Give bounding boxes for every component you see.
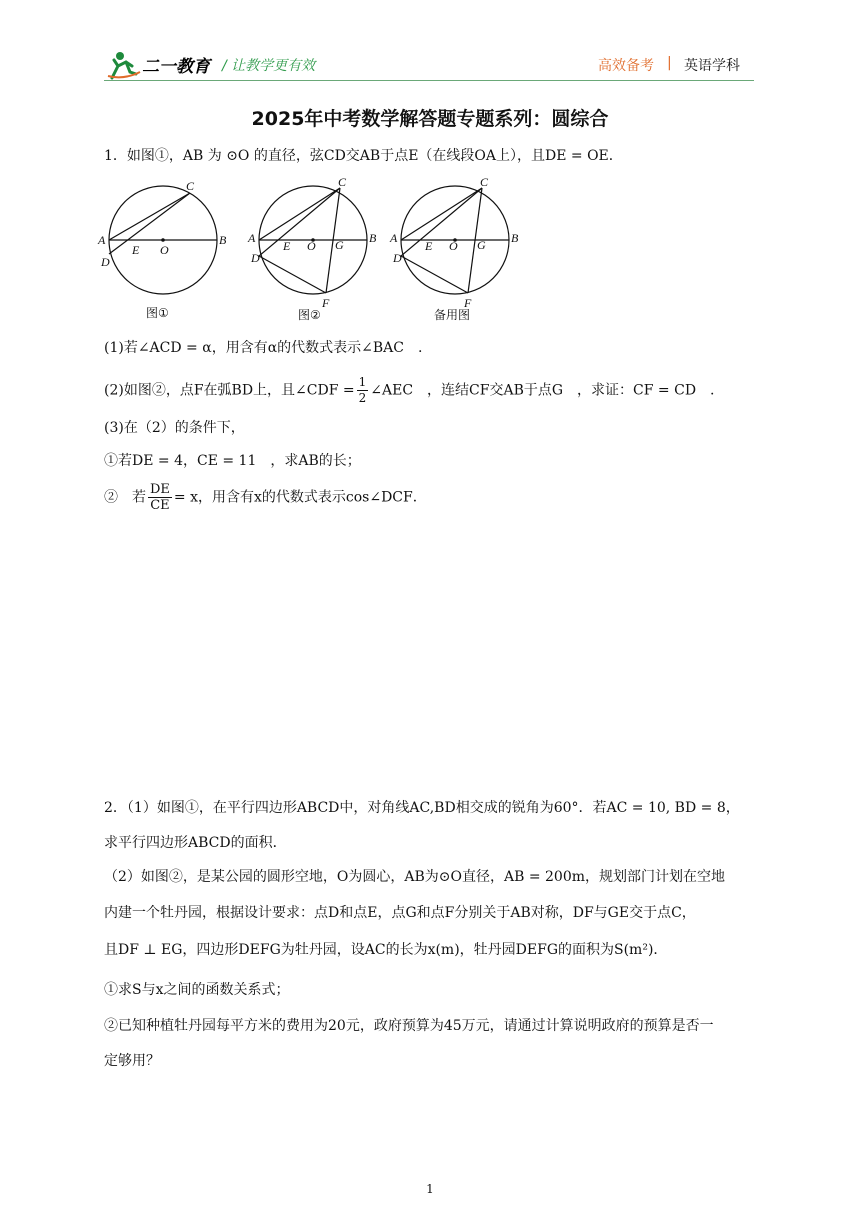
fig2-label-d: D — [251, 251, 260, 265]
fraction-denominator: 2 — [358, 391, 367, 405]
fig3-label-g: G — [477, 238, 486, 252]
fig1-label-b: B — [219, 233, 227, 247]
q1-part3: (3)在（2）的条件下， — [104, 420, 245, 436]
fig3-label-o: O — [449, 239, 458, 253]
q1-figures — [96, 176, 536, 326]
q2-line5: 且DF ⊥ EG，四边形DEFG为牡丹园，设AC的长为x(m)，牡丹园DEFG的面积为S(m²)． — [104, 942, 668, 958]
q2-line4: 内建一个牡丹园，根据设计要求：点D和点E，点G和点F分别关于AB对称，DF与GE交于点C， — [104, 905, 696, 921]
fig2-label-a: A — [248, 231, 256, 245]
runner-icon — [104, 48, 216, 82]
fig3-label-e: E — [425, 239, 433, 253]
page-title: 2025年中考数学解答题专题系列：圆综合 — [251, 108, 609, 130]
brand-logo — [104, 48, 216, 82]
fig1-label-a: A — [98, 233, 106, 247]
fig1-caption: 图① — [146, 306, 169, 320]
q1-part2-text-b: ∠AEC ，连结CF交AB于点G ，求证：CF = CD . — [370, 382, 715, 399]
fig1-label-e: E — [132, 243, 140, 257]
header-separator: | — [667, 55, 672, 71]
fig2-label-g: G — [335, 238, 344, 252]
q1-part3-2 — [104, 482, 427, 513]
header-tag-exam: 高效备考 — [598, 58, 654, 74]
q1-stem: 1．如图①，AB 为 ⊙O 的直径，弦CD交AB于点E（在线段OA上），且DE = OE． — [104, 148, 623, 164]
logo-text: 二一教育 — [142, 57, 210, 77]
figure-backup — [389, 176, 519, 322]
q1-part3-2-text-a: ② 若 — [104, 489, 146, 506]
fig2-caption: 图② — [298, 308, 321, 322]
q1-part2 — [104, 375, 715, 406]
page-number: 1 — [426, 1182, 434, 1196]
q2-line2: 求平行四边形ABCD的面积． — [104, 835, 287, 851]
figure-2 — [247, 176, 377, 322]
q2-line1: 2．（1）如图①，在平行四边形ABCD中，对角线AC,BD相交成的锐角为60°．若AC = 10, BD = 8， — [104, 800, 740, 816]
q2-line7: ②已知种植牡丹园每平方米的费用为20元，政府预算为45万元，请通过计算说明政府的预算是否一 — [104, 1018, 714, 1034]
figure-1 — [97, 179, 227, 320]
q1-part2-text-a: (2)如图②，点F在弧BD上，且∠CDF = — [104, 382, 355, 399]
q2-line6: ①求S与x之间的函数关系式； — [104, 982, 290, 998]
header-divider — [104, 80, 754, 81]
q1-part3-2-text-b: = x，用含有x的代数式表示cos∠DCF． — [173, 489, 427, 506]
fig1-label-d: D — [101, 255, 110, 269]
fig1-label-o: O — [160, 243, 169, 257]
q2-line8: 定够用？ — [104, 1053, 160, 1069]
fig2-label-f: F — [322, 296, 330, 310]
q1-part3-2-fraction — [148, 482, 172, 513]
fig3-label-f: F — [464, 296, 472, 310]
fig2-label-e: E — [283, 239, 291, 253]
header-tag-subject: 英语学科 — [684, 58, 740, 74]
fig2-label-o: O — [307, 239, 316, 253]
fig1-label-c: C — [186, 179, 195, 193]
fig2-label-c: C — [338, 176, 347, 189]
fraction-denominator: CE — [150, 498, 170, 513]
fig3-label-a: A — [390, 231, 398, 245]
q2-line3: （2）如图②，是某公园的圆形空地，O为圆心，AB为⊙O直径，AB = 200m，规划部门计划在空地 — [104, 869, 726, 885]
fig3-label-c: C — [480, 176, 489, 189]
fig3-label-d: D — [393, 251, 402, 265]
fig3-caption: 备用图 — [434, 308, 471, 322]
fraction-numerator: 1 — [358, 375, 367, 389]
fig3-label-b: B — [511, 231, 519, 245]
slogan: / 让教学更有效 — [222, 58, 316, 74]
q1-part1: (1)若∠ACD = α，用含有α的代数式表示∠BAC . — [104, 340, 423, 356]
fig2-label-b: B — [369, 231, 377, 245]
fraction-numerator: DE — [150, 482, 170, 497]
q1-part2-fraction — [357, 375, 369, 406]
q1-part3-1: ①若DE = 4，CE = 11 ，求AB的长； — [104, 453, 361, 469]
